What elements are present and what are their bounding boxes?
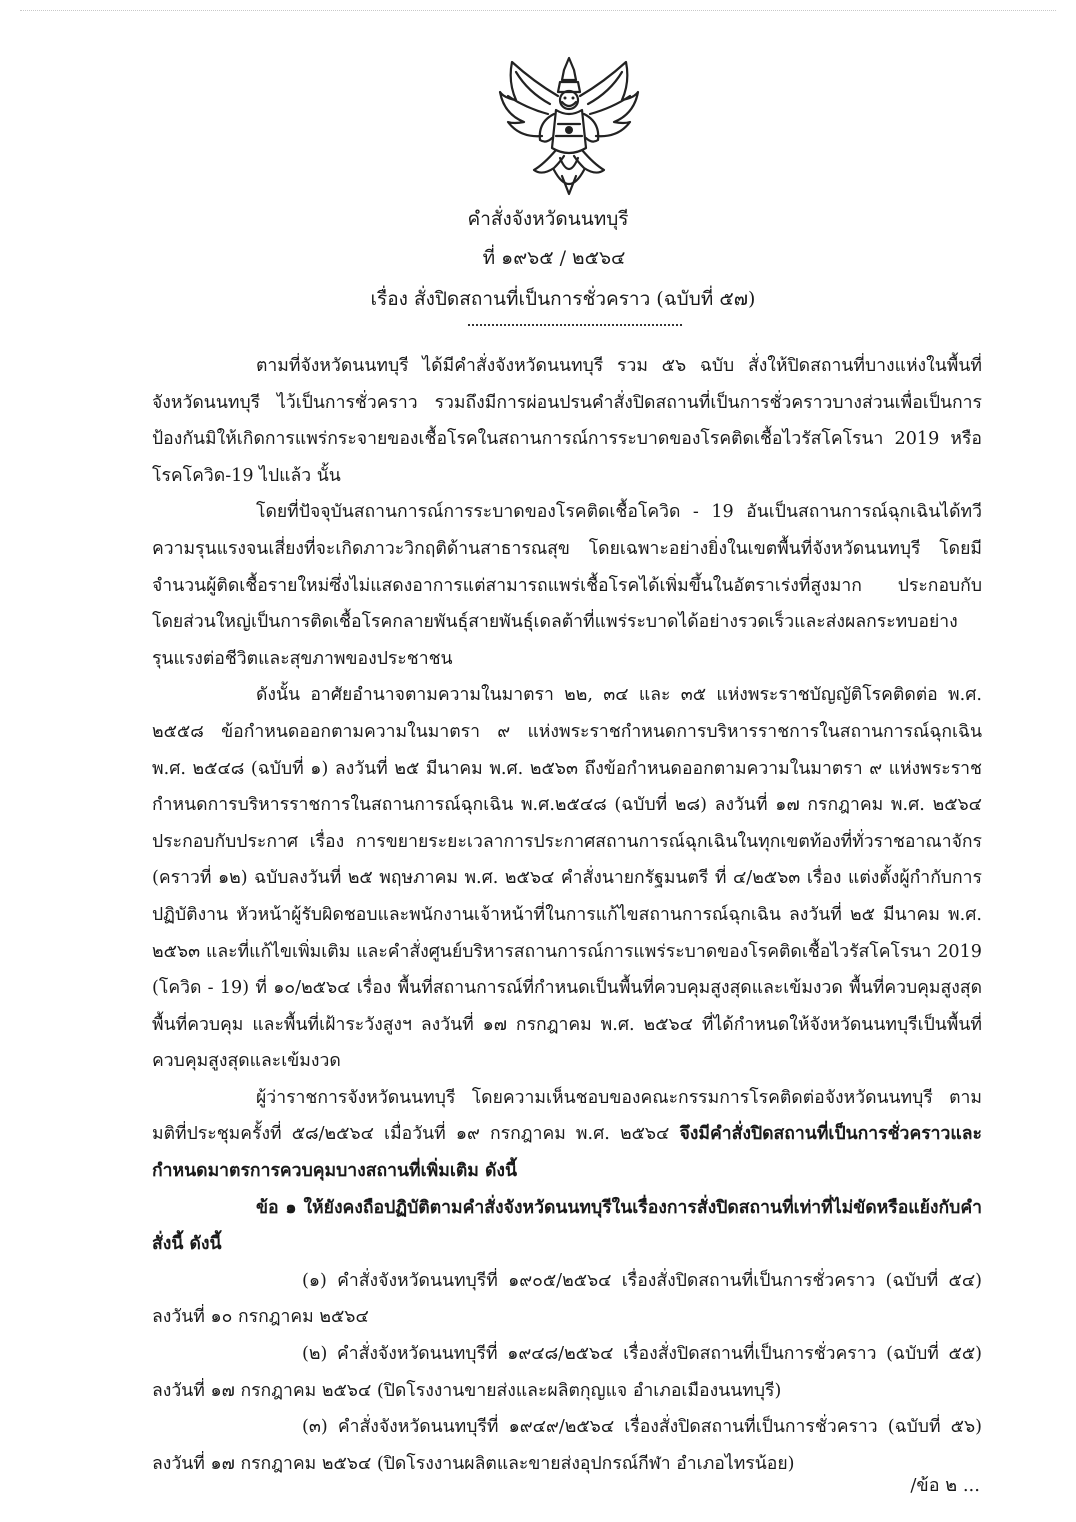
paragraph-legal-basis: ดังนั้น อาศัยอำนาจตามความในมาตรา ๒๒, ๓๔ และ ๓๕ แห่งพระราชบัญญัติโรคติดต่อ พ.ศ. ๒๕๕๘ ข้อกำหนดออกตามความในมาตรา ๙ แห่งพระราชกำหนดการบริหารราชการในสถานการณ์ฉุกเฉิน พ.ศ. ๒๕๔๘ (ฉบับที่ ๑) ลงวันที่ ๒๕ มีนาคม พ.ศ. ๒๕๖๓ ถึงข้อกำหนดออกตามความในมาตรา ๙ แห่งพระราชกำหนดการบริหารราชการในสถานการณ์ฉุกเฉิน พ.ศ.๒๕๔๘ (ฉบับที่ ๒๘) ลงวันที่ ๑๗ กรกฎาคม พ.ศ. ๒๕๖๔ ประกอบกับประกาศ เรื่อง การขยายระยะเวลาการประกาศสถานการณ์ฉุกเฉินในทุกเขตท้องที่ทั่วราชอาณาจักร (คราวที่ ๑๒) ฉบับลงวันที่ ๒๕ พฤษภาคม พ.ศ. ๒๕๖๔ คำสั่งนายกรัฐมนตรี ที่ ๔/๒๕๖๓ เรื่อง แต่งตั้งผู้กำกับการปฏิบัติงาน หัวหน้าผู้รับผิดชอบและพนักงานเจ้าหน้าที่ในการแก้ไขสถานการณ์ฉุกเฉิน ลงวันที่ ๒๕ มีนาคม พ.ศ. ๒๕๖๓ และที่แก้ไขเพิ่มเติม และคำสั่งศูนย์บริหารสถานการณ์การแพร่ระบาดของโรคติดเชื้อไวรัสโคโรนา 2019 (โควิด - 19) ที่ ๑๐/๒๕๖๔ เรื่อง พื้นที่สถานการณ์ที่กำหนดเป็นพื้นที่ควบคุมสูงสุดและเข้มงวด พื้นที่ควบคุมสูงสุด พื้นที่ควบคุม และพื้นที่เฝ้าระวังสูงฯ ลงวันที่ ๑๗ กรกฎาคม พ.ศ. ๒๕๖๔ ที่ได้กำหนดให้จังหวัดนนทบุรีเป็นพื้นที่ควบคุมสูงสุดและเข้มงวด <box>152 685 982 1072</box>
document-body <box>152 348 982 1482</box>
top-border <box>20 10 1056 11</box>
list-item: (๒) คำสั่งจังหวัดนนทบุรีที่ ๑๙๔๘/๒๕๖๔ เรื่องสั่งปิดสถานที่เป็นการชั่วคราว (ฉบับที่ ๕๕) ลงวันที่ ๑๗ กรกฎาคม ๒๕๖๔ (ปิดโรงงานขายส่งและผลิตกุญแจ อำเภอเมืองนนทบุรี) <box>152 1344 982 1401</box>
garuda-emblem-icon <box>494 52 644 202</box>
order-decision-bold: จึงมีคำสั่งปิดสถานที่เป็นการชั่วคราวและกำหนดมาตรการควบคุมบางสถานที่เพิ่มเติม ดังนี้ <box>152 1123 982 1182</box>
page-continuation: /ข้อ ๒ ... <box>910 1475 980 1496</box>
paragraph-order <box>152 1080 982 1190</box>
order-number: ที่ ๑๙๖๕ / ๒๕๖๔ <box>482 247 626 269</box>
order-subject: เรื่อง สั่งปิดสถานที่เป็นการชั่วคราว (ฉบับที่ ๕๗) <box>370 288 756 310</box>
paragraph-situation: โดยที่ปัจจุบันสถานการณ์การระบาดของโรคติดเชื้อโควิด - 19 อันเป็นสถานการณ์ฉุกเฉินได้ทวีความรุนแรงจนเสี่ยงที่จะเกิดภาวะวิกฤติด้านสาธารณสุข โดยเฉพาะอย่างยิ่งในเขตพื้นที่จังหวัดนนทบุรี โดยมีจำนวนผู้ติดเชื้อรายใหม่ซึ่งไม่แสดงอาการแต่สามารถแพร่เชื้อโรคได้เพิ่มขึ้นในอัตราเร่งที่สูงมาก ประกอบกับโดยส่วนใหญ่เป็นการติดเชื้อโรคกลายพันธุ์สายพันธุ์เดลต้าที่แพร่ระบาดได้อย่างรวดเร็วและส่งผลกระทบอย่างรุนแรงต่อชีวิตและสุขภาพของประชาชน <box>152 502 982 669</box>
header-separator <box>468 324 682 326</box>
order-decision-text: ผู้ว่าราชการจังหวัดนนทบุรี โดยความเห็นชอบของคณะกรรมการโรคติดต่อจังหวัดนนทบุรี ตามมติที่ประชุมครั้งที่ ๕๘/๒๕๖๔ เมื่อวันที่ ๑๙ กรกฎาคม พ.ศ. ๒๕๖๔ <box>152 1087 982 1145</box>
list-item: (๑) คำสั่งจังหวัดนนทบุรีที่ ๑๙๐๕/๒๕๖๔ เรื่องสั่งปิดสถานที่เป็นการชั่วคราว (ฉบับที่ ๕๔) ลงวันที่ ๑๐ กรกฎาคม ๒๕๖๔ <box>152 1270 982 1328</box>
paragraph-preamble: ตามที่จังหวัดนนทบุรี ได้มีคำสั่งจังหวัดนนทบุรี รวม ๕๖ ฉบับ สั่งให้ปิดสถานที่บางแห่งในพื้นที่จังหวัดนนทบุรี ไว้เป็นการชั่วคราว รวมถึงมีการผ่อนปรนคำสั่งปิดสถานที่เป็นการชั่วคราวบางส่วนเพื่อเป็นการป้องกันมิให้เกิดการแพร่กระจายของเชื้อโรคในสถานการณ์การระบาดของโรคติดเชื้อไวรัสโคโรนา 2019 หรือโรคโควิด-19 ไปแล้ว นั้น <box>152 356 982 486</box>
order-title: คำสั่งจังหวัดนนทบุรี <box>467 208 629 230</box>
list-item: (๓) คำสั่งจังหวัดนนทบุรีที่ ๑๙๔๙/๒๕๖๔ เรื่องสั่งปิดสถานที่เป็นการชั่วคราว (ฉบับที่ ๕๖) ลงวันที่ ๑๗ กรกฎาคม ๒๕๖๔ (ปิดโรงงานผลิตและขายส่งอุปกรณ์กีฬา อำเภอไทรน้อย) <box>152 1417 982 1474</box>
clause-1: ข้อ ๑ ให้ยังคงถือปฏิบัติตามคำสั่งจังหวัดนนทบุรีในเรื่องการสั่งปิดสถานที่เท่าที่ไม่ขัดหรือแย้งกับคำสั่งนี้ ดังนี้ <box>152 1196 982 1255</box>
